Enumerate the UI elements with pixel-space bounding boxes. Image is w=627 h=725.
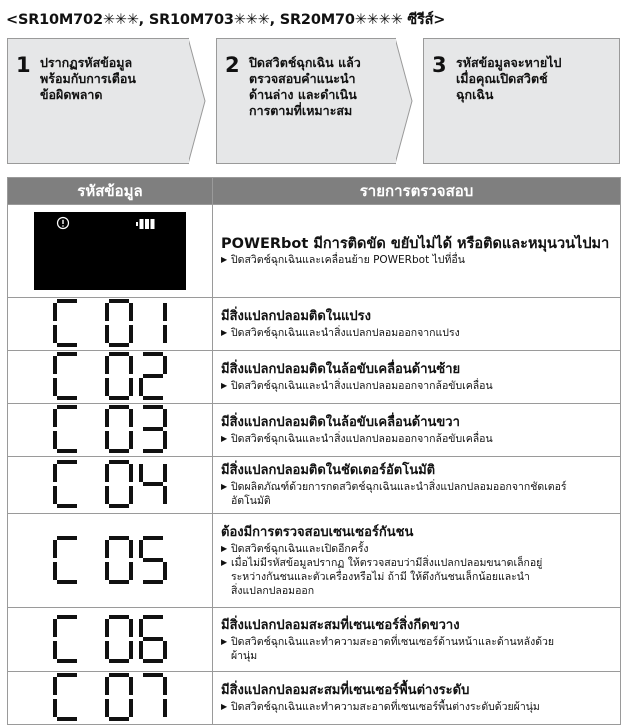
triangle-bullet-icon: ▶: [221, 557, 228, 567]
check-item-note: [221, 379, 614, 393]
error-code-cell: [8, 457, 213, 514]
check-item-note: [221, 556, 614, 598]
check-item-note: [221, 480, 614, 508]
triangle-bullet-icon: ▶: [221, 328, 228, 337]
check-item-cell: [213, 608, 621, 672]
check-item-cell: [213, 672, 621, 725]
note-text: ปิดสวิตช์ฉุกเฉินและนำสิ่งแปลกปลอมออกจากล้อขับเคลื่อน: [231, 380, 493, 392]
error-code-table: [7, 177, 621, 725]
note-text: ปิดสวิตช์ฉุกเฉินและนำสิ่งแปลกปลอมออกจากล้อขับเคลื่อน: [231, 433, 493, 445]
table-row: [8, 298, 621, 351]
check-item-cell: [213, 205, 621, 298]
lcd-display: [34, 212, 186, 290]
triangle-bullet-icon: ▶: [221, 434, 228, 443]
error-code-label: [110, 587, 111, 588]
battery-icon: [136, 219, 156, 229]
seven-segment-display: [49, 672, 171, 724]
check-item-title: มีสิ่งแปลกปลอมติดในล้อขับเคลื่อนด้านซ้าย: [221, 362, 461, 377]
error-code-cell: [8, 514, 213, 608]
step-text: รหัสข้อมูลจะหายไป เมื่อคุณเปิดสวิตช์ ฉุกเฉิน: [456, 55, 562, 102]
note-text: ปิดสวิตช์ฉุกเฉินและทำความสะอาดที่เซนเซอร์พื้นต่างระดับด้วยผ้านุ่ม: [231, 701, 540, 713]
check-item-title: มีสิ่งแปลกปลอมติดในล้อขับเคลื่อนด้านขวา: [221, 415, 460, 430]
triangle-bullet-icon: ▶: [221, 255, 228, 264]
check-item-note: [221, 542, 614, 556]
note-text: ปิดสวิตช์ฉุกเฉินและทำความสะอาดที่เซนเซอร์ด้านหน้าและด้านหลังด้วย ผ้านุ่ม: [231, 635, 555, 662]
check-item-cell: [213, 514, 621, 608]
table-row: [8, 351, 621, 404]
triangle-bullet-icon: ▶: [221, 702, 228, 711]
table-row: [8, 205, 621, 298]
step-1: [7, 38, 189, 164]
seven-segment-display: [49, 298, 171, 350]
note-text: ปิดสวิตช์ฉุกเฉินและเคลื่อนย้าย POWERbot ไปที่อื่น: [231, 254, 465, 266]
table-row: [8, 404, 621, 457]
error-code-cell: [8, 205, 213, 298]
step-number: 3: [432, 53, 447, 77]
chevron-right-icon: [395, 38, 413, 164]
step-number: 2: [225, 53, 240, 77]
check-item-note: [221, 700, 614, 714]
step-text: ปิดสวิตช์ฉุกเฉิน แล้ว ตรวจสอบคำแนะนำ ด้านล่าง และดำเนิน การตามที่เหมาะสม: [249, 55, 361, 118]
triangle-bullet-icon: ▶: [221, 381, 228, 390]
table-header: [8, 178, 621, 205]
triangle-bullet-icon: ▶: [221, 636, 228, 646]
seven-segment-display: [49, 535, 171, 587]
note-text: เมื่อไม่มีรหัสข้อมูลปรากฏ ให้ตรวจสอบว่ามีสิ่งแปลกปลอมขนาดเล็กอยู่ ระหว่างกันชนและตัวเครื่องหรือไม่ ถ้ามี ให้ดึงกันชนเล็กน้อยและนำ สิ่งแปลกปลอมออก: [231, 556, 543, 597]
step-text: ปรากฏรหัสข้อมูล พร้อมกับการเตือน ข้อผิดพลาด: [40, 55, 136, 102]
seven-segment-display: [49, 459, 171, 511]
error-code-cell: [8, 351, 213, 404]
check-item-title: POWERbot มีการติดขัด ขยับไม่ได้ หรือติดและหมุนวนไปมา: [221, 236, 610, 252]
check-item-cell: [213, 457, 621, 514]
check-item-cell: [213, 404, 621, 457]
chevron-right-icon: [188, 38, 206, 164]
step-2: [216, 38, 396, 164]
seven-segment-display: [49, 614, 171, 666]
note-text: ปิดสวิตช์ฉุกเฉินและนำสิ่งแปลกปลอมออกจากแปรง: [231, 327, 460, 339]
note-text: ปิดผลิตภัณฑ์ด้วยการกดสวิตช์ฉุกเฉินและนำสิ่งแปลกปลอมออกจากชัดเตอร์ อัตโนมัติ: [231, 481, 567, 507]
page-heading: <SR10M702✳✳✳, SR10M703✳✳✳, SR20M70✳✳✳✳ ซีรีส์>: [6, 12, 446, 28]
column-header-code: รหัสข้อมูล: [8, 178, 213, 205]
seven-segment-display: [49, 351, 171, 403]
check-item-title: มีสิ่งแปลกปลอมสะสมที่เซนเซอร์สิ่งกีดขวาง: [221, 617, 460, 633]
check-item-title: มีสิ่งแปลกปลอมติดในชัดเตอร์อัตโนมัติ: [221, 463, 436, 478]
error-code-cell: [8, 404, 213, 457]
check-item-title: มีสิ่งแปลกปลอมสะสมที่เซนเซอร์พื้นต่างระดับ: [221, 683, 470, 698]
error-code-cell: [8, 608, 213, 672]
check-item-note: [221, 432, 614, 446]
check-item-title: ต้องมีการตรวจสอบเซนเซอร์กันชน: [221, 524, 414, 540]
check-item-note: [221, 326, 614, 340]
table-row: [8, 608, 621, 672]
seven-segment-display: [49, 404, 171, 456]
check-item-note: [221, 635, 614, 663]
check-item-note: [221, 253, 614, 267]
step-3: [423, 38, 620, 164]
alert-circle-icon: [56, 216, 70, 230]
step-number: 1: [16, 53, 31, 77]
triangle-bullet-icon: ▶: [221, 482, 228, 491]
error-code-label: [110, 666, 111, 667]
check-item-cell: [213, 298, 621, 351]
error-code-cell: [8, 672, 213, 725]
column-header-check: รายการตรวจสอบ: [213, 178, 621, 205]
check-item-cell: [213, 351, 621, 404]
table-row: [8, 514, 621, 608]
check-item-title: มีสิ่งแปลกปลอมติดในแปรง: [221, 309, 371, 324]
triangle-bullet-icon: ▶: [221, 543, 228, 553]
table-row: [8, 457, 621, 514]
error-code-cell: [8, 298, 213, 351]
error-code-label: [110, 511, 111, 512]
table-row: [8, 672, 621, 725]
note-text: ปิดสวิตช์ฉุกเฉินและเปิดอีกครั้ง: [231, 542, 369, 555]
